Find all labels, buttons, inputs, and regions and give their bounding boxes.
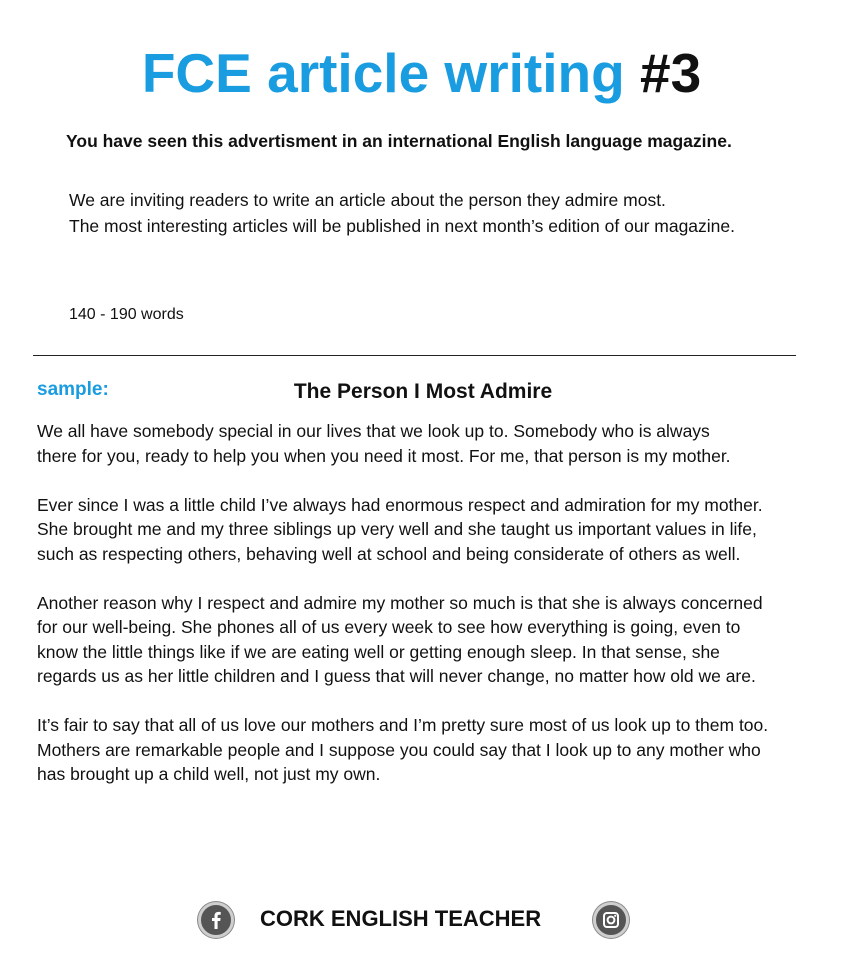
- article-paragraph: [37, 713, 827, 787]
- divider: [33, 355, 796, 356]
- instagram-icon[interactable]: [593, 902, 629, 938]
- article-line: there for you, ready to help you when you need it most. For me, that person is my mother.: [37, 445, 731, 466]
- article-line: such as respecting others, behaving well at school and being considerate of others as well.: [37, 543, 741, 564]
- facebook-icon[interactable]: [198, 902, 234, 938]
- article-line: know the little things like if we are eating well or getting enough sleep. In that sense, she: [37, 641, 720, 662]
- article-title: The Person I Most Admire: [293, 380, 553, 403]
- task-intro: You have seen this advertisment in an international English language magazine.: [66, 131, 732, 151]
- article-line: Ever since I was a little child I’ve always had enormous respect and admiration for my mother.: [37, 494, 763, 515]
- article-line: Mothers are remarkable people and I suppose you could say that I look up to any mother who: [37, 739, 761, 760]
- article-paragraph: [37, 591, 827, 689]
- article-paragraph: [37, 419, 827, 468]
- article-line: It’s fair to say that all of us love our mothers and I’m pretty sure most of us look up to them too.: [37, 715, 769, 735]
- article-line: for our well-being. She phones all of us every week to see how everything is going, even to: [37, 617, 741, 637]
- article-line: has brought up a child well, not just my own.: [37, 764, 381, 784]
- title-number: #3: [639, 42, 702, 104]
- title-text: FCE article writing: [141, 42, 625, 104]
- ad-line: The most interesting articles will be published in next month’s edition of our magazine.: [69, 216, 735, 236]
- article-line: She brought me and my three siblings up very well and she taught us important values in life,: [37, 519, 757, 539]
- ad-line: We are inviting readers to write an article about the person they admire most.: [69, 190, 666, 210]
- article-line: We all have somebody special in our lives that we look up to. Somebody who is always: [37, 421, 710, 441]
- advertisement-text: [69, 187, 735, 239]
- article-line: regards us as her little children and I guess that will never change, no matter how old we are.: [37, 666, 756, 686]
- word-count: 140 - 190 words: [69, 306, 184, 323]
- article-line: Another reason why I respect and admire my mother so much is that she is always concerned: [37, 592, 763, 613]
- article-body: [37, 419, 827, 811]
- article-paragraph: [37, 493, 827, 567]
- footer: [0, 902, 843, 942]
- brand-name: CORK ENGLISH TEACHER: [260, 906, 542, 931]
- page-title: [0, 38, 843, 108]
- sample-label: sample:: [37, 379, 109, 400]
